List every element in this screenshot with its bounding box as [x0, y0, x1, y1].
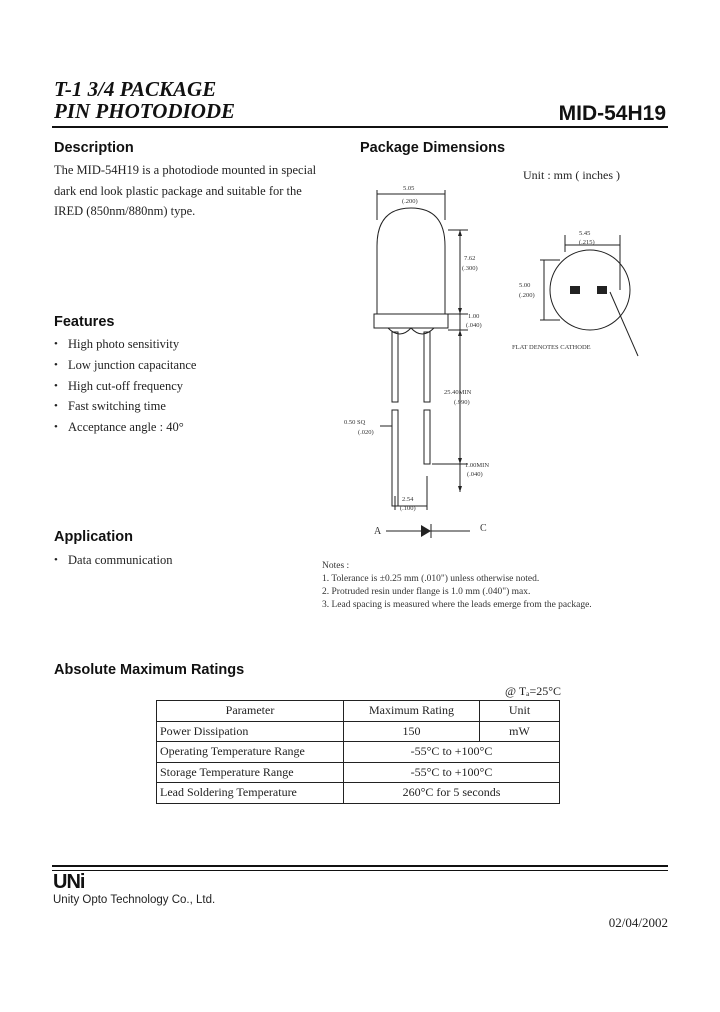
package-drawing [320, 180, 670, 550]
note-item: 2. Protruded resin under flange is 1.0 mm (.040") max. [322, 587, 531, 597]
table-row [157, 742, 560, 763]
dim-text: 5.45 [579, 230, 591, 237]
feature-item: • Fast switching time [54, 396, 196, 417]
column-header: Parameter [157, 701, 344, 722]
company-name: Unity Opto Technology Co., Ltd. [53, 894, 216, 906]
features-heading: Features [54, 314, 115, 330]
led-base-curve [388, 328, 434, 334]
table-row [157, 762, 560, 783]
unit-label: Unit : mm ( inches ) [523, 168, 620, 182]
application-heading: Application [54, 529, 133, 545]
lead-cathode-upper [424, 332, 430, 402]
led-flange [374, 314, 448, 328]
note-item: 3. Lead spacing is measured where the leads emerge from the package. [322, 600, 592, 610]
description-heading: Description [54, 140, 134, 156]
lead-anode-lower [392, 410, 398, 506]
dim-text: 0.50 SQ [344, 419, 366, 426]
value-cell: 150 [344, 721, 480, 742]
description-line: dark end look plastic package and suitable for the [54, 183, 302, 198]
dim-text: 5.00 [519, 282, 531, 289]
note-item: 1. Tolerance is ±0.25 mm (.010") unless otherwise noted. [322, 574, 540, 584]
notes-block [322, 560, 592, 612]
lead-cathode-lower [424, 410, 430, 464]
part-number: MID-54H19 [558, 102, 666, 125]
diode-triangle [421, 525, 431, 537]
table-row [157, 783, 560, 804]
table-row [157, 721, 560, 742]
dim-text: 2.54 [402, 496, 414, 503]
table-header-row [157, 701, 560, 722]
dim-text: (.040) [466, 322, 482, 329]
description-text [54, 160, 354, 222]
application-list [54, 550, 172, 571]
dim-text: 5.05 [403, 185, 415, 192]
param-cell: Storage Temperature Range [157, 762, 344, 783]
application-item: • Data communication [54, 550, 172, 571]
param-cell: Operating Temperature Range [157, 742, 344, 763]
feature-item: • High photo sensitivity [54, 334, 196, 355]
dim-text: 7.62 [464, 255, 476, 262]
value-cell: -55°C to +100°C [344, 742, 560, 763]
lead-anode-upper [392, 332, 398, 402]
ratings-condition: @ Tₐ=25°C [505, 684, 562, 698]
feature-item: • Low junction capacitance [54, 355, 196, 376]
package-heading: Package Dimensions [360, 140, 506, 156]
dim-text: (.040) [467, 471, 483, 478]
description-line: IRED (850nm/880nm) type. [54, 204, 196, 218]
anode-label: A [374, 526, 382, 537]
dim-text: (.100) [400, 505, 416, 512]
features-list [54, 334, 196, 438]
ratings-table [156, 700, 560, 804]
dim-text: 25.40MIN [444, 389, 472, 396]
flat-label: FLAT DENOTES CATHODE [512, 344, 591, 351]
column-header: Maximum Rating [344, 701, 480, 722]
anode-pad [597, 286, 607, 294]
notes-heading: Notes : [322, 561, 350, 571]
dim-text: (.200) [519, 292, 535, 299]
value-cell: 260°C for 5 seconds [344, 783, 560, 804]
cathode-label: C [480, 523, 487, 534]
dim-text: 1.00MIN [465, 462, 490, 469]
dim-text: (.990) [454, 399, 470, 406]
dim-text: (.215) [579, 239, 595, 246]
dim-text: (.200) [402, 198, 418, 205]
column-header: Unit [480, 701, 560, 722]
cathode-pad [570, 286, 580, 294]
value-cell: -55°C to +100°C [344, 762, 560, 783]
feature-item: • High cut-off frequency [54, 376, 196, 397]
dim-text: (.300) [462, 265, 478, 272]
title-line-2: PIN PHOTODIODE [54, 99, 236, 123]
unit-cell: mW [480, 721, 560, 742]
title-line-1: T-1 3/4 PACKAGE [54, 77, 217, 101]
company-logo: UNi [53, 871, 85, 893]
header-rule [52, 126, 668, 128]
ratings-heading: Absolute Maximum Ratings [54, 662, 245, 678]
dim-text: (.020) [358, 429, 374, 436]
front-view-circle [550, 250, 630, 330]
document-date: 02/04/2002 [608, 915, 668, 930]
param-cell: Lead Soldering Temperature [157, 783, 344, 804]
footer-rule [52, 865, 668, 871]
dim-text: 1.00 [468, 313, 480, 320]
description-line: The MID-54H19 is a photodiode mounted in special [54, 163, 317, 177]
led-body-outline [377, 208, 445, 314]
feature-item: • Acceptance angle : 40° [54, 417, 196, 438]
param-cell: Power Dissipation [157, 721, 344, 742]
